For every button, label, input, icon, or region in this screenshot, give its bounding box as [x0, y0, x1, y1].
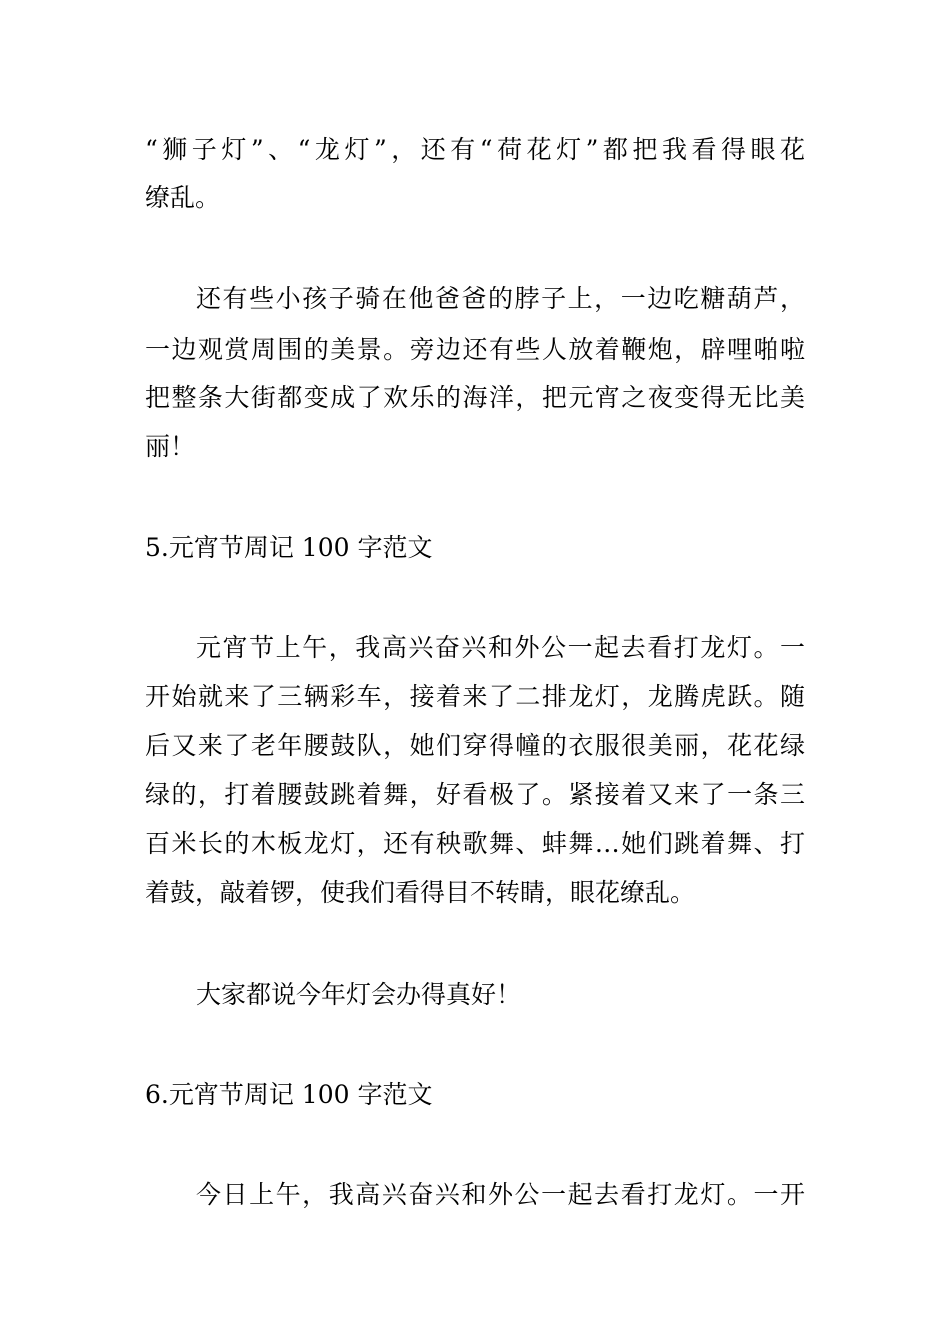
paragraph-line: 开始就来了三辆彩车，接着来了二排龙灯，龙腾虎跃。随: [145, 682, 805, 711]
paragraph-line: 后又来了老年腰鼓队，她们穿得幢的衣服很美丽，花花绿: [145, 731, 805, 760]
section-heading: 5.元宵节周记 100 字范文: [145, 533, 433, 562]
paragraph-line: 今日上午，我高兴奋兴和外公一起去看打龙灯。一开: [196, 1180, 805, 1209]
paragraph-line: 还有些小孩子骑在他爸爸的脖子上，一边吃糖葫芦，: [196, 284, 805, 313]
section-heading: 6.元宵节周记 100 字范文: [145, 1080, 433, 1109]
paragraph-line: 把整条大街都变成了欢乐的海洋，把元宵之夜变得无比美: [145, 383, 805, 412]
paragraph-line: 丽！: [145, 432, 196, 461]
paragraph-line: “狮子灯”、“龙灯”，还有“荷花灯”都把我看得眼花: [145, 135, 805, 164]
paragraph-line: 绿的，打着腰鼓跳着舞，好看极了。紧接着又来了一条三: [145, 780, 805, 809]
paragraph-line: 一边观赏周围的美景。旁边还有些人放着鞭炮，辟哩啪啦: [145, 335, 805, 364]
paragraph-line: 着鼓，敲着锣，使我们看得目不转睛，眼花缭乱。: [145, 878, 696, 907]
paragraph-line: 元宵节上午，我高兴奋兴和外公一起去看打龙灯。一: [196, 633, 805, 662]
paragraph-line: 大家都说今年灯会办得真好！: [196, 980, 522, 1009]
paragraph-line: 百米长的木板龙灯，还有秧歌舞、蚌舞…她们跳着舞、打: [145, 829, 805, 858]
paragraph-line: 缭乱。: [145, 183, 221, 212]
